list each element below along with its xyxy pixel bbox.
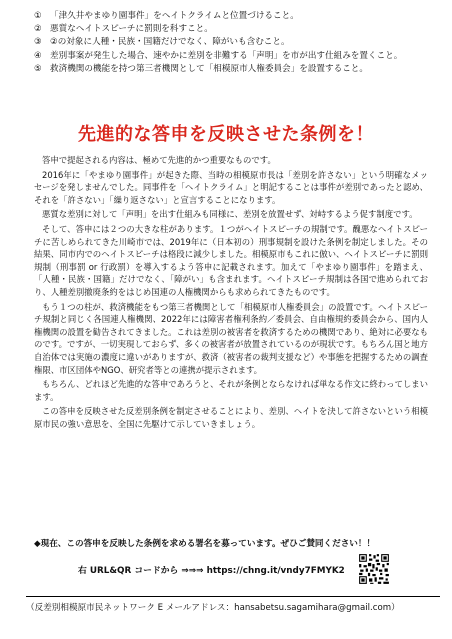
list-number: ④ — [34, 50, 42, 61]
paragraph: 2016年に「やまゆり園事件」が起きた際、当時の相模原市長は「差別を許さない」という明確なメッセージを発しませんでした。同事件を「ヘイトクライム」と明記することは事件が差別であったと認め、それを「許さない」「繰り返さない」と宣言することになります。 — [34, 169, 428, 205]
qr-code-icon[interactable] — [358, 553, 390, 585]
recommendation-list — [34, 10, 434, 76]
paragraph: もちろん、どれほど先進的な答申であろうと、それが条例とならなければ単なる作文に終わってしまいます。 — [34, 379, 428, 402]
list-text: ②の対象に人種・民族・国籍だけでなく、障がいも含むこと。 — [50, 37, 290, 48]
list-number: ① — [34, 11, 42, 21]
list-item — [34, 63, 434, 76]
list-number: ② — [34, 24, 42, 35]
petition-link[interactable]: 右 URL&QR コードから ⇒⇒⇒ https://chng.it/vndy7FMYK2 — [78, 566, 345, 576]
list-number: ⑤ — [34, 63, 42, 74]
list-text: 「津久井やまゆり園事件」をヘイトクライムと位置づけること。 — [50, 11, 299, 21]
body-text — [34, 154, 428, 432]
list-item — [34, 50, 434, 63]
list-item — [34, 36, 434, 49]
paragraph: そして、答申には２つの大きな柱があります。１つがヘイトスピーチの規制です。醜悪なヘイトスピーチに苦しめられてきた川崎市では、2019年に（日本初の）刑事規制を設けた条例を制定しました。その結果、同市内でのヘイトスピーチは格段に減少しました。相模原市もこれに倣い、ヘイトスピーチに罰則規制（刑事罰 or 行政罰）を導入するよう答申に記載されます。加えて「やまゆり園事件」を踏まえ、「人種・民族・国籍」だけでなく、「障がい」も含まれます。ヘイトスピーチ規制は各国で進められており、人種差別撤廃条約をはじめ国連の人権機関からも求められてきたものです。 — [34, 223, 428, 297]
paragraph: もう１つの柱が、救済機能をもつ第三者機関として「相模原市人権委員会」の設置です。ヘイトスピーチ規制と同じく各国連人権機関、2022年には障害者権利条約／委員会、自由権規約委員会から、国内人権機関の設置を勧告されてきました。これは差別の被害者を救済するための機関であり、絶対に必要なものです。ですが、一切実現しておらず、多くの被害者が放置されているのが現状です。もちろん国と地方自治体では実施の濃度に違いがありますが、救済（被害者の裁判支援など）や事態を把握するための調査権限、市区団体やNGO、研究者等との連携が提示されます。 — [34, 301, 428, 375]
list-number: ③ — [34, 37, 42, 48]
petition-call: ◆現在、この答申を反映した条例を求める署名を募っています。ぜひご賛同ください！！ — [34, 539, 376, 549]
section-heading: 先進的な答申を反映させた条例を！ — [78, 124, 374, 145]
paragraph: 答申で提起される内容は、極めて先進的かつ重要なものです。 — [42, 155, 276, 165]
list-item — [34, 23, 434, 36]
list-text: 悪質なヘイトスピーチに罰則を科すこと。 — [50, 24, 213, 35]
list-text: 救済機関の機能を持つ第三者機関として「相模原市人権委員会」を設置すること。 — [50, 63, 368, 74]
list-text: 差別事案が発生した場合、速やかに差別を非難する「声明」を市が出す仕組みを置くこと。 — [50, 50, 403, 61]
paragraph: この答申を反映させた反差別条例を制定させることにより、差別、ヘイトを決して許さないという相模原市民の強い意思を、全国に先駆けて示していきましょう。 — [34, 406, 428, 429]
list-item — [34, 10, 434, 23]
paragraph: 悪質な差別に対して「声明」を出す仕組みも同様に、差別を放置せず、対峙するよう促す制度です。 — [42, 209, 418, 220]
contact-footer: （反差別相模原市民ネットワーク E メールアドレス：hansabetsu.sagamihara@gmail.com） — [26, 596, 440, 613]
